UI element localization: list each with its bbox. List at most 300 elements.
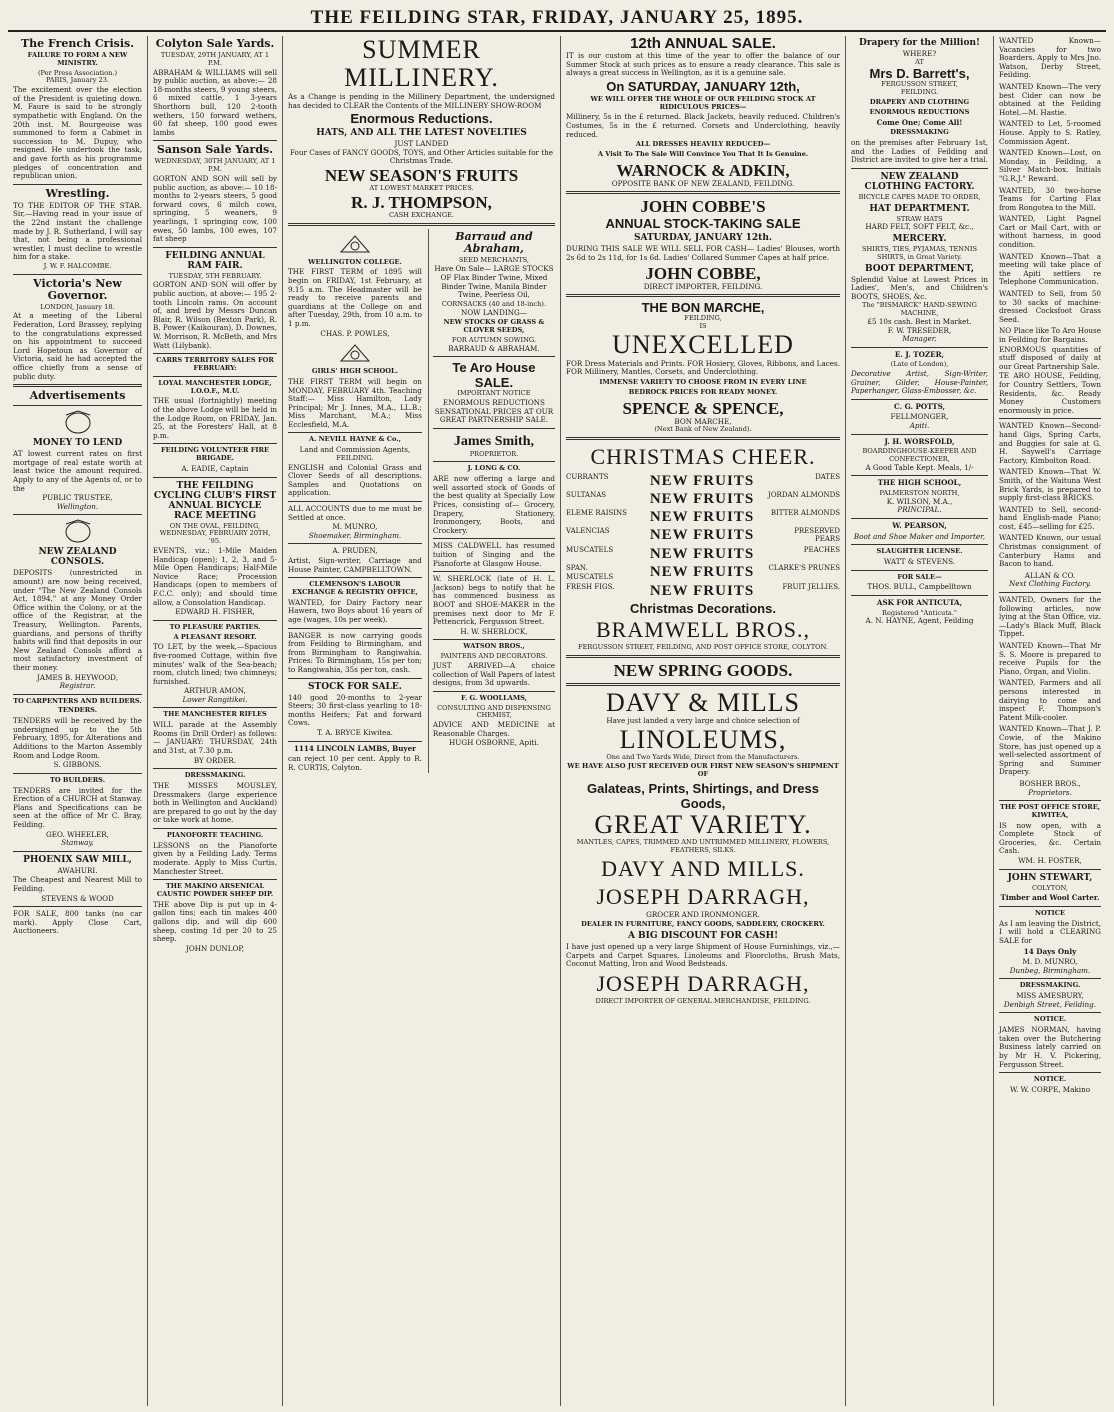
fruit-right: BITTER ALMONDS	[770, 508, 840, 517]
boarding: BOARDINGHOUSE-KEEPER AND CONFECTIONER,	[862, 447, 977, 464]
visit: A Visit To The Sale Will Convince You That It Is Genuine.	[597, 149, 809, 158]
builders2-sig: GEO. WHEELER,	[46, 829, 109, 839]
hat-dept: HAT DEPARTMENT.	[869, 203, 970, 214]
hayne: A. N. HAYNE, Agent, Feilding	[865, 616, 974, 626]
tozer: E. J. TOZER,	[894, 349, 945, 359]
bismarck: The "BISMARCK" HAND-SEWING MACHINE,	[862, 301, 977, 318]
fruit-row	[566, 509, 840, 525]
discount: A BIG DISCOUNT FOR CASH!	[627, 931, 779, 942]
antiecho-sub: Registered "Anticuta."	[882, 608, 957, 617]
fruit-left: MUSCATELS	[566, 546, 614, 555]
phoenix-title: PHOENIX SAW MILL,	[23, 854, 132, 865]
nevill-title: A. NEVILL HAYNE & Co.,	[308, 435, 401, 444]
wanted-ad: WANTED to Let, 5-roomed House. Apply to S. Ratley, Commission Agent.	[999, 119, 1101, 146]
warnock: WARNOCK & ADKIN,	[616, 160, 790, 180]
notice-body: ALL ACCOUNTS due to me must be Settled at once.	[288, 504, 422, 522]
cycle-sub: ON THE OVAL, FEILDING,	[169, 521, 261, 530]
forsale: FOR SALE—	[897, 572, 942, 581]
clerk-body: WANTED, for Dairy Factory near Hawera, two Boys about 16 years of age (wages, 10s per week).	[288, 597, 422, 624]
tearo: TE ARO HOUSE, Feilding, for Country Settlers, Town Residents, &c. Ready Money Customers enormously in price.	[999, 371, 1101, 415]
college-crest-icon	[335, 232, 375, 256]
wanted-ad: WANTED Known—Lost, on Monday, in Feilding, a Silver Match-box. Initials "G.R.J." Reward.	[999, 148, 1101, 183]
girls-title: GIRLS' HIGH SCHOOL.	[311, 367, 398, 376]
wilson-sub: PRINCIPAL.	[897, 505, 942, 515]
bosher: BOSHER BROS.,	[1019, 778, 1081, 788]
notice3: NOTICE.	[1033, 1075, 1067, 1084]
sale-title: 12th ANNUAL SALE.	[630, 36, 776, 52]
wanted-ad: WANTED Known—That Mr S. S. Moore is prepared to receive Pupils for the Piano, Organ, and Violin.	[999, 641, 1101, 676]
dressmaking-body: on the premises after February 1st, and the Ladies of Feilding and District are invited to give her a trial.	[851, 137, 988, 165]
fruit-row	[566, 583, 840, 599]
come: Come One; Come All!	[876, 117, 963, 127]
advertisements-heading: Advertisements	[29, 389, 126, 403]
barrett-street: FERGUSSON STREET,	[881, 80, 958, 89]
watson-body: JUST ARRIVED—A choice collection of Wall Papers of latest designs, from 3d upwards.	[432, 660, 555, 688]
column-1	[8, 36, 148, 1406]
fancy-goods: Four Cases of FANCY GOODS, TOYS, and Other Articles suitable for the Christmas Trade.	[289, 147, 554, 166]
cobbe-sub: DIRECT IMPORTER, FEILDING.	[643, 281, 763, 291]
allan-sub: Next Clothing Factory.	[1008, 579, 1092, 589]
sherlock-body: W. SHERLOCK (late of H. L. Jackson) begs to notify that he has commenced business as BOOT and SHOE-MAKER in the premises next door to Mr F. Pettencrick, Fergusson Street.	[432, 574, 555, 627]
linoleums: LINOLEUMS,	[619, 724, 787, 754]
rifles-body: WILL parade at the Assembly Rooms (in Drill Order) as follows:— JANUARY: THURSDAY, 24th and 31st, at 7.30 p.m.	[153, 720, 277, 756]
piano-title: PIANOFORTE TEACHING.	[166, 831, 264, 839]
column-6	[994, 36, 1106, 1406]
consols-body: DEPOSITS (unrestricted in amount) are now being received, under "The New Zealand Consols Act, 1894," at any Money Order Office within the Colony, or at the office of the Registrar, at the Treasury, Wellington. Parents, guardians, and persons of thrifty habits will find that deposits in our New Zealand Consols afford a most satisfactory investment of their money.	[13, 568, 142, 672]
ram-date: TUESDAY, 5TH FEBRUARY.	[168, 271, 262, 280]
victoria-title: Victoria's New Governor.	[33, 276, 122, 302]
tenders-body: TENDERS will be received by the undersigned up to the 5th February, 1895, for Alterations and Additions to the Marton Assembly Room and Lodge Room.	[13, 716, 142, 760]
dressmaking6: DRESSMAKING.	[1019, 981, 1081, 990]
column-2	[148, 36, 283, 1406]
college-title: WELLINGTON COLLEGE.	[308, 257, 402, 266]
fruit-left: ELEME RAISINS	[566, 508, 627, 517]
wanted-ad: WANTED to Sell, from 50 to 30 sacks of machine-dressed Cocksfoot Grass Seed.	[999, 289, 1101, 324]
hugh: HUGH OSBORNE, Apiti.	[449, 738, 539, 748]
bramwell-sub: FERGUSSON STREET, FEILDING, AND POST OFFICE STORE, COLYTON.	[578, 643, 828, 652]
cobbe-name: JOHN COBBE,	[645, 263, 761, 283]
woollams-sub: CONSULTING AND DISPENSING CHEMIST,	[437, 703, 551, 720]
grass: NEW STOCKS OF GRASS & CLOVER SEEDS,	[443, 318, 545, 334]
bicycle: BICYCLE CAPES MADE TO ORDER,	[858, 192, 981, 201]
is: IS	[699, 321, 707, 330]
sale-items: Millinery, 5s in the £ returned. Black Jackets, heavily reduced. Children's Costumes, 5s in the £ returned. Corsets and Underclothing, heavily reduced.	[566, 112, 840, 139]
wanted-ad: WANTED Known—That a meeting will take place of the Apiti settlers re Telephone Communication.	[999, 251, 1101, 287]
fruit-list	[566, 473, 840, 599]
spence-sub: BON MARCHE,	[674, 416, 732, 426]
darragh-body: I have just opened up a very large Shipment of House Furnishings, viz.,— Carpets and Carpet Squares, Linoleums and Floorcloths, Brush Mats, Coconut Matting, Iron and Wood Bedsteads.	[566, 942, 840, 969]
column-5	[846, 36, 994, 1406]
fruit-left: SPAN. MUSCATELS	[566, 564, 614, 581]
consols-sig2: Registrar.	[59, 681, 96, 691]
hats: HATS, AND ALL THE LATEST NOVELTIES	[316, 128, 527, 139]
sanson-title: Sanson Sale Yards.	[156, 143, 274, 157]
tearo-body: ENORMOUS REDUCTIONS SENSATIONAL PRICES AT OUR GREAT PARTNERSHIP SALE.	[434, 397, 554, 425]
barraud-now: NOW LANDING—	[460, 307, 527, 317]
crisis-body: The excitement over the election of the President is quieting down. M. Faure is said to be strongly sympathetic with England. On the 20th inst. M. Bourgeoise was summoned to form a Cabinet in succession to M. Dupuy, who resigned. He undertook the task, and gave forth as his programme pledges of concentration and republican union.	[13, 85, 142, 181]
crisis-sub: FAILURE TO FORM A NEW MINISTRY.	[27, 51, 128, 67]
unexcelled: UNEXCELLED	[612, 329, 794, 359]
days: 14 Days Only	[1023, 946, 1077, 956]
dealer: DEALER IN FURNITURE, FANCY GOODS, SADDLERY, CROCKERY.	[581, 920, 825, 929]
dip-body: THE above Dip is put up in 4-gallon tins; each tin makes 400 gallons dip, and will dip 600 sheep, costing 1d per 20 to 25 sheep.	[153, 899, 277, 944]
summer-title: SUMMER MILLINERY.	[344, 36, 499, 92]
fruit-right: JORDAN ALMONDS	[768, 490, 840, 499]
enormous: ENORMOUS quantities of stuff disposed of daily at our Great Partnership Sale.	[999, 344, 1101, 371]
fruit-left: SULTANAS	[566, 490, 607, 499]
resort-sig: ARTHUR AMON,	[184, 686, 246, 696]
wanted-list-2	[999, 422, 1101, 569]
post-body: IS now open, with a Complete Stock of Groceries, &c. Certain Cash.	[999, 820, 1101, 856]
campbell: THOS. BULL, Campbelltown	[867, 582, 972, 592]
where: WHERE?	[902, 49, 937, 58]
brigade-sig: A. EADIE, Captain	[181, 463, 249, 473]
pruden: A. PRUDEN,	[332, 546, 378, 556]
crisis-source: (Per Press Association.)	[37, 68, 118, 77]
wanted-ad: WANTED to Sell, second-hand English-made Piano; cost, £45—selling for £25.	[999, 504, 1101, 531]
school-crest-icon	[335, 341, 375, 365]
fruit-row	[566, 473, 840, 489]
cobbe-date: SATURDAY, JANUARY 12th.	[633, 233, 773, 244]
foster: WM. H. FOSTER,	[1018, 856, 1082, 866]
clerk-title: CLEMENSON'S LABOUR EXCHANGE & REGISTRY OFFICE,	[292, 580, 418, 596]
cobbe: JOHN COBBE'S	[640, 197, 766, 217]
watson-sub: PAINTERS AND DECORATORS.	[440, 652, 548, 661]
colyton-body: ABRAHAM & WILLIAMS will sell by public auction, as above:— 28 18-months steers, 9 young steers, 6 mixed cattle, 1 3-years Shorthorn bull, 120 2-tooth wethers, 150 forward wethers, 60 fat sheep, 100 good ewes lambs	[153, 67, 277, 137]
bedrock: BEDROCK PRICES FOR READY MONEY.	[628, 387, 778, 396]
forsale-body: FOR SALE, 800 tanks (no car mark). Apply Close Cart, Auctioneers.	[13, 909, 142, 936]
college-sig: CHAS. P. POWLES,	[320, 328, 390, 338]
bosher-sub: Proprietors.	[1028, 787, 1072, 797]
cycle-body: EVENTS, viz.: 1-Mile Maiden Handicap (open); 1, 2, 3, and 5-Mile Open Handicaps; Half-Mile Novice Race; Procession Handicaps (open to members of F.C.C. only); and should time allow, a Consolation Handicap.	[153, 545, 277, 607]
allan: ALLAN & CO.	[1024, 570, 1076, 580]
thompson-sub: CASH EXCHANGE.	[388, 210, 455, 219]
davy-body: Have just landed a very large and choice selection of	[606, 716, 800, 726]
darragh2: JOSEPH DARRAGH,	[596, 970, 810, 996]
bramwell: BRAMWELL BROS.,	[595, 617, 811, 643]
stewart: JOHN STEWART,	[1007, 872, 1093, 883]
wrestling-body: TO THE EDITOR OF THE STAR. Sir,—Having read in your issue of the 22nd instant the challenge made by J. R. Sutherland, I will say that, not being a professional wrestler, I must decline to wrestle him for a stake.	[13, 200, 142, 262]
fruit-row	[566, 491, 840, 507]
dresses: ALL DRESSES HEAVILY REDUCED—	[635, 140, 771, 149]
nevill-sub: Land and Commission Agents,	[299, 445, 411, 455]
resort-sub: A PLEASANT RESORT.	[173, 632, 257, 641]
rifles-title: THE MANCHESTER RIFLES	[163, 710, 267, 719]
wanted-ad: WANTED, Light Pagnel Cart or Mail Cart, with or without harness, in good condition.	[999, 214, 1101, 250]
wanted-ad: WANTED Known—Second-hand Gigs, Spring Carts, and Buggies for sale at G. H. Saywell's Carriage Factory, Kimbolton Road.	[999, 421, 1101, 465]
barraud-title: Barraud and Abraham,	[455, 229, 533, 255]
cobbe-body: DURING THIS SALE WE WILL SELL FOR CASH— Ladies' Blouses, worth 2s 6d to 2s 11d, for 1s 6d. Ladies' Collared Summer Capes at half price.	[566, 244, 840, 262]
clothing-factory: NEW ZEALAND CLOTHING FACTORY.	[864, 171, 975, 192]
potts: C. G. POTTS,	[893, 401, 946, 411]
consols-sig: JAMES B. HEYWOOD,	[37, 672, 118, 682]
clear: ENORMOUS REDUCTIONS	[869, 107, 970, 116]
fruit-row	[566, 546, 840, 562]
barrett: Mrs D. Barrett's,	[869, 66, 970, 82]
table: A Good Table Kept. Meals, 1/-	[865, 462, 974, 472]
girls-body: THE FIRST TERM will begin on MONDAY, FEBRUARY 4th. Teaching Staff:— Miss Hamilton, Lady Principal; Mr J. Innes, M.A., LL.B.; Miss Marchant, M.A.; Miss Ecclesfield, M.A.	[288, 376, 422, 429]
wanted-ad: WANTED Known—The very best Cider can now be obtained at the Feilding Hotel.—M. Hastie.	[999, 81, 1101, 117]
price: £5 10s cash. Best in Market.	[867, 316, 972, 326]
pearson: W. PEARSON,	[892, 521, 947, 530]
fruit-left: FRESH FIGS.	[566, 583, 615, 592]
wilson: K. WILSON, M.A.,	[886, 496, 953, 506]
offer: WE WILL OFFER THE WHOLE OF OUR FEILDING STOCK AT RIDICULOUS PRICES—	[590, 94, 816, 111]
amesbury: MISS AMESBURY,	[1016, 991, 1084, 1001]
tearo-title: Te Aro House SALE.	[452, 360, 536, 391]
stock-sig: T. A. BRYCE Kiwitea.	[316, 727, 393, 737]
at: AT	[915, 57, 924, 66]
wanted-list	[999, 37, 1101, 324]
fruits-sub: AT LOWEST MARKET PRICES.	[369, 183, 474, 192]
trustee: PUBLIC TRUSTEE,	[42, 493, 113, 503]
sherlock-sig: H. W. SHERLOCK,	[460, 626, 528, 636]
wanted-list-3	[999, 596, 1101, 777]
cheer: CHRISTMAS CHEER.	[590, 443, 816, 469]
col3-right	[428, 229, 555, 774]
cycle-date: WEDNESDAY, FEBRUARY 20TH, '95.	[159, 529, 271, 546]
galateas: Galateas, Prints, Shirtings, and Dress Goods,	[587, 781, 819, 812]
long-body: ARE now offering a large and well assorted stock of Goods of the best quality at Specially Low Prices, consisting of— Grocery, Drapery, Stationery, Ironmongery, Boots, and Crockery.	[432, 474, 555, 535]
money-title: MONEY TO LEND	[32, 438, 123, 449]
marche-place: FEILDING,	[684, 314, 722, 323]
saturday: On SATURDAY, JANUARY 12th,	[606, 78, 800, 94]
fruit-right: DATES	[815, 472, 840, 481]
tearo-sub: IMPORTANT NOTICE	[457, 389, 531, 398]
crisis-title: The French Crisis.	[20, 37, 135, 50]
wanted-ad: WANTED, Farmers and all persons interested in dairying to come and inspect F. Thompson's Patent Milk-cooler.	[999, 678, 1101, 722]
darragh: JOSEPH DARRAGH,	[596, 883, 810, 909]
fruit-right: CLARKE'S PRUNES	[768, 564, 840, 573]
summer-body: As a Change is pending in the Millinery Department, the undersigned has decided to CLEAR the Contents of the MILLINERY SHOW-ROOM	[288, 92, 555, 110]
just-landed: JUST LANDED	[394, 139, 449, 149]
clothing: DRAPERY AND CLOTHING	[869, 97, 970, 106]
watson-title: WATSON BROS.,	[463, 642, 525, 651]
tozer-sub: (Late of London),	[890, 360, 949, 369]
fruit-mid: NEW FRUITS	[649, 546, 755, 563]
dress-title: DRESSMAKING.	[184, 771, 246, 780]
colyton-date: TUESDAY, 29TH JANUARY, AT 1 P.M.	[160, 51, 270, 67]
lincoln-title: 1114 LINCOLN LAMBS, Buyer	[293, 743, 416, 753]
stewart-sub: COLYTON,	[1031, 883, 1068, 892]
felt: HARD FELT, SOFT FELT, &c.,	[865, 222, 974, 232]
high: THE HIGH SCHOOL,	[877, 478, 962, 488]
builders2-body: TENDERS are invited for the Erection of a CHURCH at Stanway. Plans and Specifications can be seen at the office of Mr C. Bray, Feilding.	[13, 785, 142, 830]
fruit-right: FRUIT JELLIES.	[782, 583, 840, 592]
lodge-body: THE usual (fortnightly) meeting of the above Lodge will be held in the Lodge Room, on FRIDAY, Jan. 25, at the Foresters' Hall, at 8 p.m.	[153, 396, 277, 440]
barraud-corn: CORNSACKS (40 and 18-inch).	[441, 299, 547, 308]
thompson: R. J. THOMPSON,	[351, 192, 492, 212]
banger-body: BANGER is now carrying goods from Feilding to Birmingham, and from Birmingham to Rangiwahia. Prices: To Birmingham, 15s per ton; to Rangiwahia, 35s per ton, cash.	[288, 630, 422, 674]
lodge-title: LOYAL MANCHESTER LODGE, I.O.O.F., M.U.	[158, 378, 272, 395]
shipment: WE HAVE ALSO JUST RECEIVED OUR FIRST NEW SEASON'S SHIPMENT OF	[567, 762, 839, 779]
resort-title: TO PLEASURE PARTIES.	[169, 622, 261, 631]
brigade-title: FEILDING VOLUNTEER FIRE BRIGADE.	[161, 446, 269, 463]
money-body: AT lowest current rates on first mortgage of real estate worth at least twice the amount required. Apply to any of the Agents of, or to the	[13, 449, 142, 493]
carrs-title: CARRS TERRITORY SALES FOR FEBRUARY:	[156, 356, 274, 373]
darragh-sub: GROCER AND IRONMONGER.	[646, 909, 760, 919]
column-3	[283, 36, 561, 1406]
piano-body: LESSONS on the Pianoforte given by a Feilding Lady. Terms moderate. Apply to Miss Curtis, Manchester Street.	[153, 840, 277, 876]
victoria-body: At a meeting of the Liberal Federation, Lord Brassey, replying to the congratulations expressed on his appointment to succeed Lord Hopetoun as Governor of Victoria, said he had accepted the office chiefly from a sense of public duty.	[13, 311, 142, 381]
rifles-sig: BY ORDER.	[193, 755, 237, 765]
college-body: THE FIRST TERM of 1895 will begin on FRIDAY, 1st February, at 9.15 a.m. The Headmaster will be ready to receive parents and guardians at the College on and after Tuesday, 29th, from 10 a.m. to 1 p.m.	[288, 267, 422, 328]
dress-body: THE MISSES MOUSLEY, Dressmakers (large experience both in Wellington and Auckland) are prepared to go out by the day or take work at home.	[153, 781, 277, 825]
column-4	[561, 36, 846, 1406]
ram-body: GORTON AND SON will offer by public auction, at above:— 195 2-tooth Lincoln rams. On account of, and bred by Messrs Duncan Blair, R. Wilson (Bexton Park), R. B. Power (Kaikouran), D. Downes, W. Morrison, R. McBeth, and Mrs Watt (Lilybank).	[153, 280, 277, 350]
builders2-sig2: Stanway.	[61, 838, 94, 848]
fruit-right: PEACHES	[803, 546, 840, 555]
wanted-ad: WANTED, 30 two-horse Teams for Carting Flax from Rongotea to the Mill.	[999, 185, 1101, 212]
munro: M. MUNRO,	[332, 522, 378, 532]
barraud-sub: SEED MERCHANTS,	[458, 255, 530, 264]
long-title: J. LONG & CO.	[467, 464, 521, 473]
victoria-dateline: LONDON, January 18.	[40, 302, 115, 311]
fruit-mid: NEW FRUITS	[649, 508, 755, 525]
fruit-left: VALENCIAS	[566, 526, 610, 535]
spring: NEW SPRING GOODS.	[613, 661, 793, 681]
wanted-ad: WANTED Known—That W. Smith, of the Waituna West Brick Yards, is prepared to supply first-class BRICKS.	[999, 467, 1101, 503]
munro-sub: Shoemaker, Birmingham.	[308, 530, 402, 540]
fruit-right: PRESERVED PEARS	[794, 526, 840, 544]
notice2: NOTICE.	[1033, 1015, 1067, 1024]
trustee-place: Wellington.	[56, 501, 99, 511]
fruit-row	[566, 527, 840, 544]
worsfold: J. H. WORSFOLD,	[884, 436, 955, 446]
coat-of-arms-icon	[58, 409, 98, 435]
fruit-mid: NEW FRUITS	[649, 490, 755, 507]
munro6-sub: Dunbeg, Birmingham.	[1009, 965, 1091, 975]
warnock-sub: OPPOSITE BANK OF NEW ZEALAND, FEILDING.	[611, 178, 795, 188]
spence-place: (Next Bank of New Zealand).	[654, 425, 752, 434]
tozer-body: Decorative Artist, Sign-Writer, Grainer, Gilder, House-Painter, Paperhanger, Glass-Embosser, &c.	[851, 369, 988, 396]
autumn: FOR AUTUMN SOWING.	[451, 335, 537, 344]
wrestling-sig: J. W. F. HALCOMBE.	[43, 261, 112, 270]
boot-body: Splendid Value at Lowest Prices in Ladies', Men's, and Children's BOOTS, SHOES, &c.	[851, 274, 988, 301]
builders2-title: TO BUILDERS.	[49, 775, 106, 784]
drapery: Drapery for the Million!	[859, 38, 980, 48]
immense: IMMENSE VARIETY TO CHOOSE FROM IN EVERY LINE	[599, 377, 807, 386]
fruit-left: CURRANTS	[566, 472, 609, 481]
phoenix-sig: STEVENS & WOOD	[41, 893, 114, 903]
cycle-title: THE FEILDING CYCLING CLUB'S FIRST ANNUAL BICYCLE RACE MEETING	[153, 480, 277, 521]
crisis-dateline: PARIS, January 23.	[45, 76, 110, 85]
cobbe-sale: ANNUAL STOCK-TAKING SALE	[605, 216, 801, 232]
notice: NOTICE	[1034, 909, 1066, 918]
cycle-sig: EDWARD H. FISHER,	[175, 607, 255, 617]
notice-body: As I am leaving the District, I will hold a CLEARING SALE for	[999, 918, 1102, 946]
sale-body: IT is our custom at this time of the year to offer the balance of our Summer Stock at such prices as to ensure a ready clearance. This sale is always a great success in Wellington, as it is a genuine sale.	[566, 51, 840, 78]
shirts: SHIRTS, TIES, PYJAMAS, TENNIS SHIRTS, in Great Variety.	[862, 244, 977, 261]
phoenix-body: The Cheapest and Nearest Mill to Feilding.	[13, 875, 142, 893]
wanted-ad: WANTED Known—That J. P. Cowie, of the Makino Store, has just opened up a well-selected assortment of Spring and Summer Drapery.	[999, 724, 1101, 777]
amesbury-sub: Denbigh Street, Feilding.	[1003, 999, 1097, 1009]
phoenix-sub: AWAHURI.	[57, 865, 98, 875]
consols-title: NEW ZEALAND CONSOLS.	[38, 547, 117, 568]
dip-sig: JOHN DUNLOP,	[185, 943, 245, 953]
fruit-mid: NEW FRUITS	[649, 472, 755, 489]
colyton-title: Colyton Sale Yards.	[155, 37, 275, 50]
sanson-body: GORTON AND SON will sell by public auction, as above:— 10 18-months to 2-years steers, 5 good forward cows, 6 milch cows, springing, 5 weaners, 9 yearlings, 1 springing cow, 100 ewes, 50 lambs, 100 ewes, 107 fat sheep	[153, 173, 277, 244]
potts-place: Apiti.	[909, 421, 930, 431]
sanson-date: WEDNESDAY, 30TH JANUARY, AT 1 P.M.	[154, 157, 276, 174]
slaughter: SLAUGHTER LICENSE.	[876, 547, 963, 556]
wrestling-title: Wrestling.	[45, 186, 110, 200]
linoleums-sub: One and Two Yards Wide, Direct from the Manufacturers.	[606, 752, 800, 761]
antiecho: ASK FOR ANTICUTA,	[876, 597, 963, 607]
smith-title: James Smith,	[453, 433, 535, 449]
resort-body: TO LET, by the week,—Spacious five-roomed Cottage, within five minutes' walk of the Sea-beach; room, clutch lined; two chimneys; furnished.	[153, 642, 277, 686]
davy: DAVY & MILLS	[605, 688, 800, 718]
davy2: DAVY AND MILLS.	[601, 855, 805, 881]
pruden-body: Artist, Sign-writer, Carriage and House Painter, CAMPBELLTOWN.	[288, 556, 422, 574]
stock-body: 140 good 20-months to 2-year Steers; 30 first-class yearling to 18-months Heifers; Fat and forward Cows.	[288, 692, 422, 728]
post: THE POST OFFICE STORE, KIWITEA,	[999, 803, 1101, 819]
fruit-mid: NEW FRUITS	[649, 583, 755, 600]
smith-sub: PROPRIETOR.	[469, 449, 519, 458]
potts-sub: FELLMONGER,	[890, 412, 949, 422]
nevill-place: FEILDING.	[336, 453, 374, 462]
darragh2-sub: DIRECT IMPORTER OF GENERAL MERCHANDISE, FEILDING.	[595, 996, 811, 1005]
col3-left	[288, 229, 422, 774]
wanted-ad: WANTED Known—Vacancies for two Boarders. Apply to Mrs Jno. Watson, Derby Street, Feilding.	[999, 36, 1101, 80]
builders-title: TO CARPENTERS AND BUILDERS.	[13, 696, 142, 705]
woollams-title: F. G. WOOLLAMS,	[460, 693, 527, 702]
mantles: MANTLES, CAPES, TRIMMED AND UNTRIMMED MILLINERY, FLOWERS, FEATHERS, SILKS.	[576, 838, 830, 854]
tresseder-sub: Manager.	[902, 334, 937, 344]
munro6: M. D. MUNRO,	[1022, 957, 1078, 967]
fruit-row	[566, 564, 840, 581]
dressmaking: DRESSMAKING	[890, 128, 949, 137]
stock-title: STOCK FOR SALE.	[308, 681, 402, 692]
wanted-ad: WANTED Known, our usual Christmas consignment of Canterbury Hams and Bacon to hand.	[999, 533, 1101, 569]
barraud-sig: BARRAUD & ABRAHAM.	[448, 343, 540, 353]
decorations: Christmas Decorations.	[630, 601, 776, 617]
dip-title: THE MAKINO ARSENICAL CAUSTIC POWDER SHEEP DIP.	[156, 882, 274, 898]
marche-body: FOR Dress Materials and Prints. FOR Hosiery, Gloves, Ribbons, and Laces. FOR Millinery, Mantles, Corsets, and Underclothing.	[566, 358, 840, 377]
reductions: Enormous Reductions.	[350, 111, 493, 127]
masthead: THE FEILDING STAR, FRIDAY, JANUARY 25, 1895.	[8, 6, 1106, 32]
resort-sig2: Lower Rangitikei.	[182, 694, 248, 704]
wanted-ad: WANTED, Owners for the following articles, now lying at the Stan Office, viz.—Lady's Black Muff, Black Tippet.	[999, 595, 1101, 639]
spence: SPENCE & SPENCE,	[622, 398, 784, 418]
place: NO Place like To Aro House in Feilding for Bargains.	[999, 326, 1101, 344]
tresseder: F. W. TRESEDER,	[887, 325, 952, 335]
norman-body: JAMES NORMAN, having taken over the Butchering Business lately carried on by Mr H. V. Pickering, Fergusson Street.	[999, 1025, 1101, 1069]
corpe: W. W. CORPE, Makino	[1009, 1084, 1091, 1094]
great: GREAT VARIETY.	[594, 810, 812, 840]
fruit-mid: NEW FRUITS	[649, 564, 755, 581]
fruit-mid: NEW FRUITS	[649, 526, 755, 543]
timber: Timber and Wool Carter.	[1000, 893, 1100, 903]
palmerston: PALMERSTON NORTH,	[879, 489, 960, 498]
ram-title: FEILDING ANNUAL RAM FAIR.	[165, 250, 265, 271]
woollams-body: ADVICE AND MEDICINE at Reasonable Charges.	[432, 720, 555, 738]
marche: THE BON MARCHE,	[641, 300, 765, 316]
mercery: MERCERY.	[892, 233, 947, 244]
straw: STRAW HATS	[896, 214, 943, 223]
barraud-body: Have On Sale— LARGE STOCKS OF Flax Binder Twine, Mixed Binder Twine, Manila Binder Twine, Peerless Oil,	[434, 264, 554, 300]
fruits: NEW SEASON'S FRUITS	[324, 165, 519, 185]
caldwell-body: MISS CALDWELL has resumed tuition of Singing and the Pianoforte at Glasgow House.	[432, 541, 555, 568]
tenders-title: TENDERS.	[57, 706, 97, 715]
nevill-body: ENGLISH and Colonial Grass and Clover Seeds of all descriptions. Samples and Quotations on application.	[288, 462, 422, 498]
slaughter-sig: WATT & STEVENS.	[883, 556, 956, 566]
barrett-place: FEILDING.	[900, 88, 939, 97]
tenders-sig: S. GIBBONS.	[53, 760, 102, 770]
pearson-sub: Boot and Shoe Maker and Importer,	[853, 531, 986, 541]
coat-of-arms-icon	[58, 518, 98, 544]
